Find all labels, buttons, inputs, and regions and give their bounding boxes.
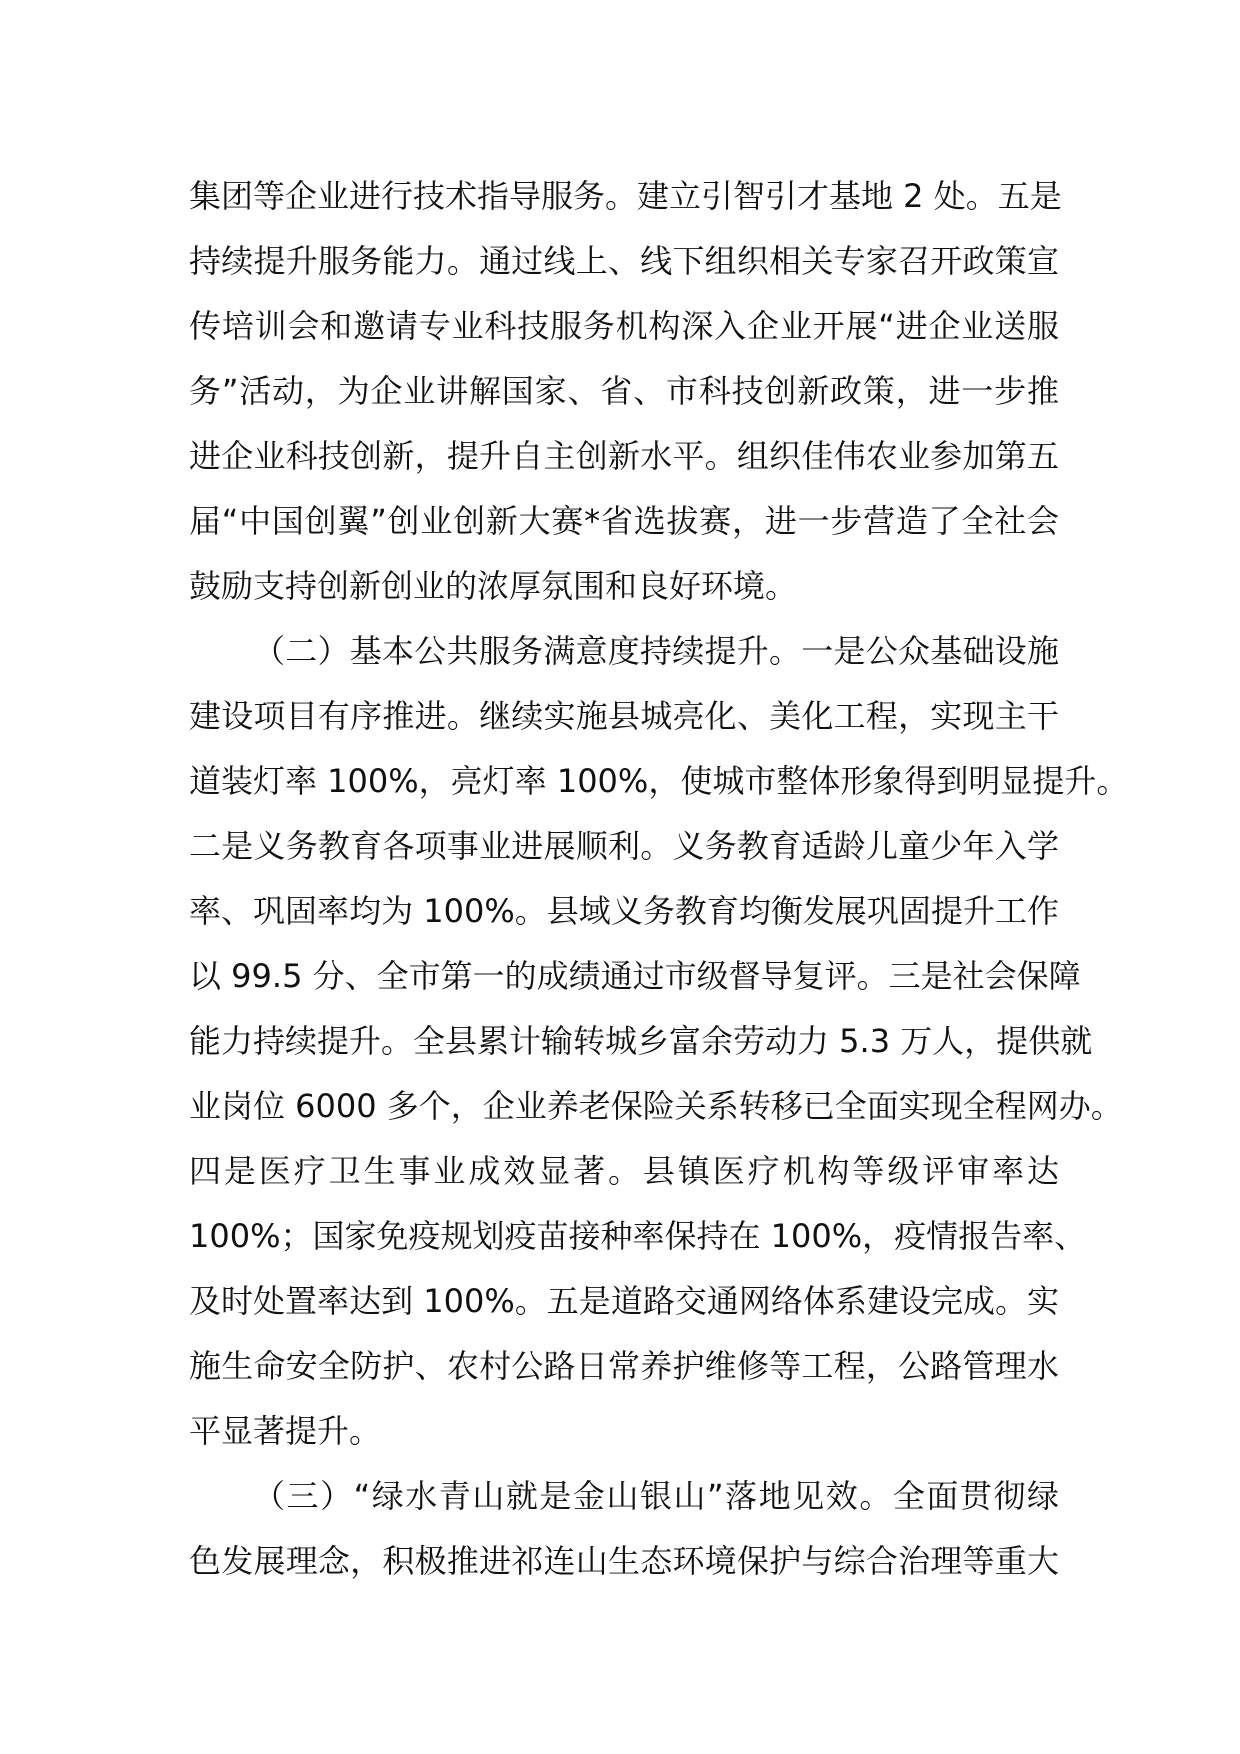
text-line: （三）“绿水青山就是金山银山”落地见效。全面贯彻绿 xyxy=(253,1477,1059,1515)
text-line: 及时处置率达到 100%。五是道路交通网络体系建设完成。实 xyxy=(189,1282,1059,1320)
text-line: 务”活动，为企业讲解国家、省、市科技创新政策，进一步推 xyxy=(189,372,1059,410)
text-line: 率、巩固率均为 100%。县域义务教育均衡发展巩固提升工作 xyxy=(189,892,1059,930)
text-line: 届“中国创翼”创业创新大赛*省选拔赛，进一步营造了全社会 xyxy=(189,502,1059,540)
text-line: 平显著提升。 xyxy=(189,1412,382,1450)
text-line: 进企业科技创新，提升自主创新水平。组织佳伟农业参加第五 xyxy=(189,437,1059,475)
text-line: 建设项目有序推进。继续实施县城亮化、美化工程，实现主干 xyxy=(189,697,1059,735)
text-line: 以 99.5 分、全市第一的成绩通过市级督导复评。三是社会保障 xyxy=(189,957,1081,995)
text-line: 100%；国家免疫规划疫苗接种率保持在 100%，疫情报告率、 xyxy=(189,1217,1087,1255)
text-line: 传培训会和邀请专业科技服务机构深入企业开展“进企业送服 xyxy=(189,307,1059,345)
text-line: （二）基本公共服务满意度持续提升。一是公众基础设施 xyxy=(253,632,1059,670)
text-line: 鼓励支持创新创业的浓厚氛围和良好环境。 xyxy=(189,567,798,605)
text-line: 施生命安全防护、农村公路日常养护维修等工程，公路管理水 xyxy=(189,1347,1059,1385)
text-line: 道装灯率 100%，亮灯率 100%，使城市整体形象得到明显提升。 xyxy=(189,762,1129,800)
text-line: 色发展理念，积极推进祁连山生态环境保护与综合治理等重大 xyxy=(189,1542,1059,1580)
text-line: 四是医疗卫生事业成效显著。县镇医疗机构等级评审率达 xyxy=(189,1152,1059,1190)
body-text xyxy=(189,164,1129,1594)
text-line: 二是义务教育各项事业进展顺利。义务教育适龄儿童少年入学 xyxy=(189,827,1059,865)
text-line: 集团等企业进行技术指导服务。建立引智引才基地 2 处。五是 xyxy=(189,177,1062,215)
text-line: 能力持续提升。全县累计输转城乡富余劳动力 5.3 万人，提供就 xyxy=(189,1022,1093,1060)
text-line: 业岗位 6000 多个，企业养老保险关系转移已全面实现全程网办。 xyxy=(189,1087,1123,1125)
text-line: 持续提升服务能力。通过线上、线下组织相关专家召开政策宣 xyxy=(189,242,1059,280)
